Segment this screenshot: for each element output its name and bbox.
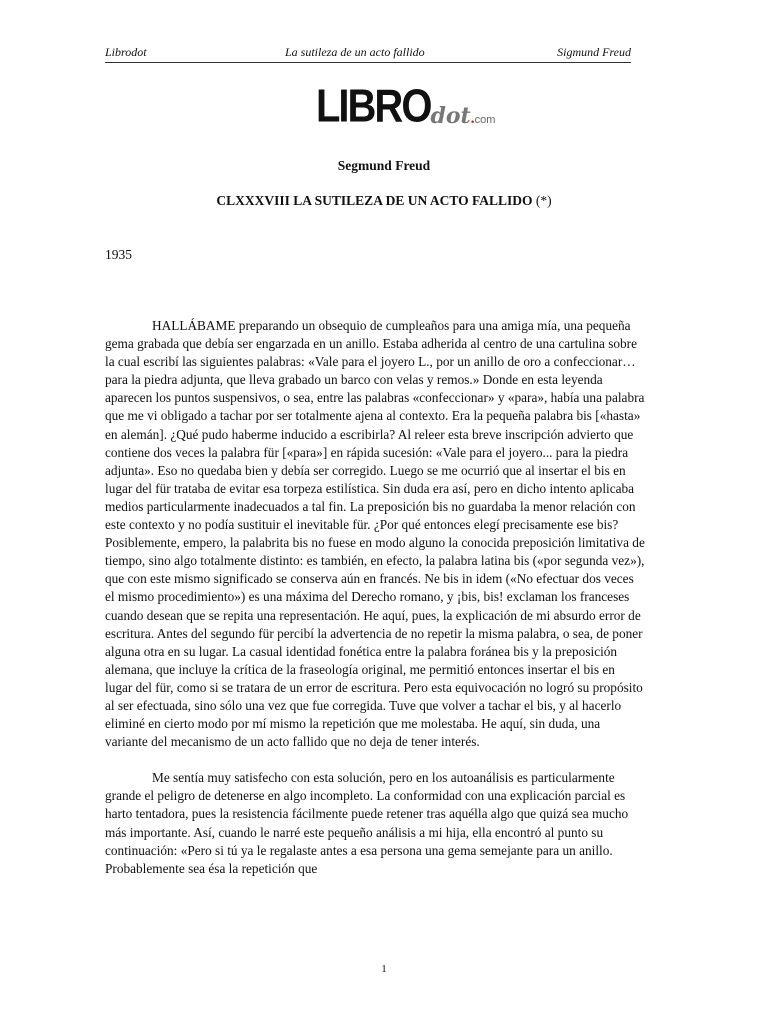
title-note: (*)	[535, 193, 552, 208]
page-number: 1	[381, 963, 387, 975]
librodot-logo	[316, 81, 496, 136]
logo-com-text: com	[474, 114, 496, 126]
page-header	[105, 44, 631, 63]
header-publisher: Librodot	[105, 45, 147, 59]
paragraph: HALLÁBAME preparando un obsequio de cumpleaños para una amiga mía, una pequeña gema grabada que debía ser engarzada en un anillo. Estaba adherida al centro de una cartulina sobre la cual escribí las siguientes palabras: «Vale para el joyero L., por un anillo de oro a confeccionar… para la piedra adjunta, que lleva grabado un barco con velas y remos.» Donde en esta leyenda aparecen los puntos suspensivos, o sea, entre las palabras «confeccionar» y «para», había una palabra que me vi obligado a tachar por ser totalmente ajena al contexto. Era la pequeña palabra bis [«hasta» en alemán]. ¿Qué pudo haberme inducido a escribirla? Al releer esta breve inscripción advierto que contiene dos veces la palabra für [«para»] en rápida sucesión: «Vale para el joyero... para la piedra adjunta». Eso no quedaba bien y debía ser corregido. Luego se me ocurrió que al insertar el bis en lugar del für trataba de evitar esa torpeza estilística. Sin duda era así, pero en dicho intento aplicaba medios particularmente inadecuados a tal fin. La preposición bis no guardaba la menor relación con este contexto y no podía sustituir el inevitable für. ¿Por qué entonces elegí precisamente ese bis? Posiblemente, empero, la palabrita bis no fuese en modo alguno la conocida preposición limitativa de tiempo, sino algo totalmente distinto: es también, en efecto, la palabra latina bis («por segunda vez»), que con este mismo significado se conserva aún en francés. Ne bis in idem («No efectuar dos veces el mismo procedimiento») es una máxima del Derecho romano, y ¡bis, bis! exclaman los franceses cuando desean que se repita una representación. He aquí, pues, la explicación de mi absurdo error de escritura. Antes del segundo für percibí la advertencia de no repetir la misma palabra, o sea, de poner alguna otra en su lugar. La casual identidad fonética entre la palabra foránea bis y la preposición alemana, que incluye la crítica de la fraseología original, me permitió entonces insertar el bis en lugar del für, como si se tratara de un error de escritura. Pero esta equivocación no logró su propósito al ser efectuada, sino sólo una vez que fue corregida. Tuve que volver a tachar el bis, y al hacerlo eliminé en cierto modo por mí mismo la repetición que me molestaba. He aquí, sin duda, una variante del mecanismo de un acto fallido que no deja de tener interés.	[105, 318, 645, 750]
header-author: Sigmund Freud	[557, 45, 631, 59]
body-text	[105, 317, 645, 896]
author-heading: Segmund Freud	[337, 158, 431, 173]
logo-separator: .	[470, 110, 475, 127]
year: 1935	[105, 247, 132, 262]
logo-dot-text: dot	[430, 103, 471, 129]
logo-libro-text: LIBRO	[316, 81, 431, 132]
document-title	[0, 193, 768, 209]
paragraph: Me sentía muy satisfecho con esta solución, pero en los autoanálisis es particularmente grande el peligro de detenerse en algo incompleto. La conformidad con una explicación parcial es harto tentadora, pues la resistencia fácilmente puede retener tras aquélla algo que quizá sea mucho más importante. Así, cuando le narré este pequeño análisis a mi hija, ella encontró al punto su continuación: «Pero si tú ya le regalaste antes a esa persona una gema semejante para un anillo. Probablemente sea ésa la repetición que	[105, 770, 629, 876]
header-title: La sutileza de un acto fallido	[285, 45, 425, 59]
title-main: CLXXXVIII LA SUTILEZA DE UN ACTO FALLIDO	[216, 193, 533, 208]
